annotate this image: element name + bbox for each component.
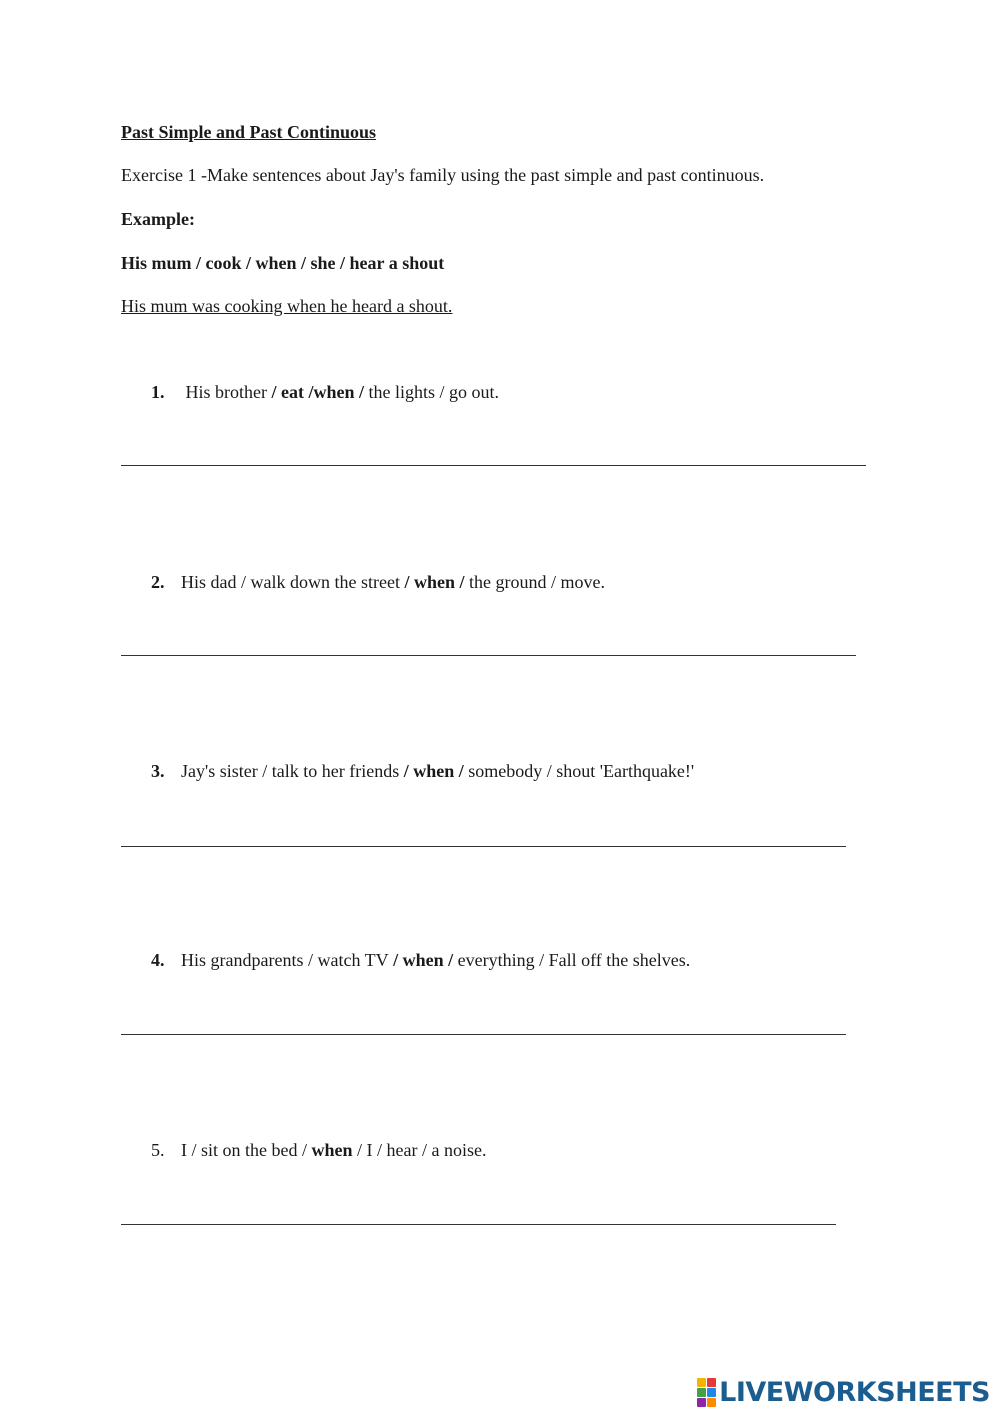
example-answer: His mum was cooking when he heard a shout. (121, 296, 453, 316)
exercise-instructions: Exercise 1 -Make sentences about Jay's family using the past simple and past continuous. (121, 165, 765, 185)
question-prompt-start: His dad / walk down the street (181, 572, 400, 592)
question-4 (151, 950, 690, 971)
question-2 (151, 572, 605, 593)
question-number: 5. (151, 1140, 165, 1160)
question-prompt-start: His grandparents / watch TV (181, 950, 389, 970)
answer-line-3[interactable] (121, 846, 846, 847)
liveworksheets-logo (697, 1377, 990, 1407)
answer-line-4[interactable] (121, 1034, 846, 1035)
question-prompt-start: I / sit on the bed / (181, 1140, 312, 1160)
worksheet-title: Past Simple and Past Continuous (121, 122, 377, 142)
question-prompt-end: / I / hear / a noise. (352, 1140, 487, 1160)
question-prompt-end: somebody / shout 'Earthquake!' (468, 761, 695, 781)
question-number: 2. (151, 572, 165, 592)
question-number: 4. (151, 950, 165, 970)
question-number: 1. (151, 382, 165, 402)
answer-line-5[interactable] (121, 1224, 836, 1225)
question-connector: / when / (399, 572, 469, 592)
question-5 (151, 1140, 486, 1161)
question-connector: / eat /when / (266, 382, 369, 402)
question-prompt-end: the ground / move. (468, 572, 605, 592)
question-connector: / when / (388, 950, 458, 970)
question-1 (151, 382, 499, 403)
question-3 (151, 761, 694, 782)
logo-text: LIVEWORKSHEETS (719, 1376, 990, 1408)
logo-blocks-icon (697, 1378, 716, 1407)
question-prompt-end: the lights / go out. (368, 382, 499, 402)
answer-line-1[interactable] (121, 465, 866, 466)
question-connector: / when / (399, 761, 469, 781)
question-prompt-end: everything / Fall off the shelves. (457, 950, 691, 970)
example-prompt: His mum / cook / when / she / hear a shout (121, 253, 445, 273)
question-connector: when (311, 1140, 353, 1160)
question-number: 3. (151, 761, 165, 781)
question-prompt-start: Jay's sister / talk to her friends (181, 761, 400, 781)
example-label: Example: (121, 209, 195, 229)
question-prompt-start: His brother (181, 382, 267, 402)
answer-line-2[interactable] (121, 655, 856, 656)
